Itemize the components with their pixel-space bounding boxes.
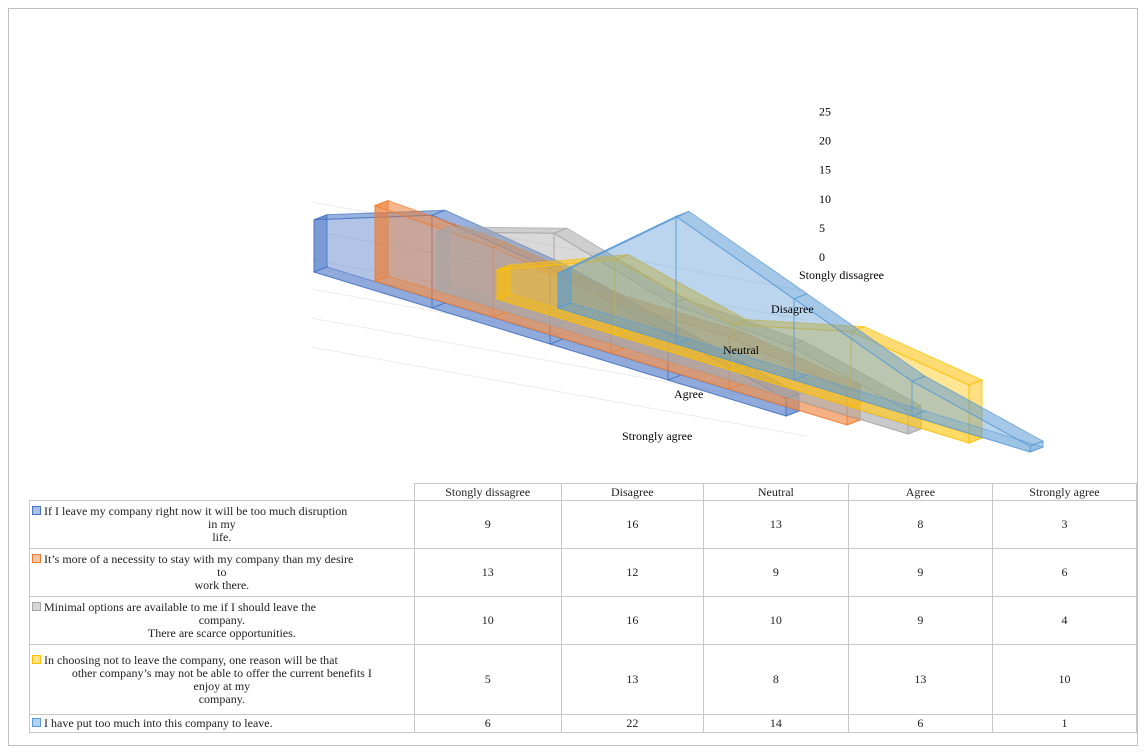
table-value-cell: 6 — [992, 549, 1136, 597]
table-value-cell: 13 — [414, 549, 561, 597]
chart-plot — [9, 9, 1139, 471]
category-axis-label: Disagree — [771, 302, 814, 316]
series-label-line: to — [217, 565, 227, 579]
ribbon-cap — [497, 265, 510, 299]
table-value-cell: 8 — [703, 645, 848, 715]
table-value-cell: 9 — [848, 549, 992, 597]
table-row — [30, 501, 1137, 549]
legend-key — [32, 718, 41, 727]
series-label-cell — [30, 597, 415, 645]
series-label-cell — [30, 715, 415, 733]
table-value-cell: 10 — [703, 597, 848, 645]
table-column-header: Neutral — [703, 484, 848, 501]
ribbon-cap — [375, 201, 388, 281]
table-value-cell: 6 — [848, 715, 992, 733]
table-value-cell: 3 — [992, 501, 1136, 549]
table-corner-cell — [30, 484, 415, 501]
series-label-cell — [30, 645, 415, 715]
z-tick-label: 0 — [819, 250, 825, 264]
ribbon-cap — [558, 268, 571, 308]
table-row — [30, 597, 1137, 645]
ribbon-cap — [436, 227, 449, 290]
category-axis-label: Agree — [674, 387, 704, 401]
table-value-cell: 9 — [848, 597, 992, 645]
category-axis-label: Neutral — [723, 343, 759, 357]
table-value-cell: 12 — [561, 549, 703, 597]
category-axis-label: Stongly dissagree — [799, 268, 884, 282]
table-value-cell: 9 — [703, 549, 848, 597]
table-row — [30, 715, 1137, 733]
table-value-cell: 10 — [414, 597, 561, 645]
z-tick-label: 10 — [819, 191, 831, 206]
z-tick-label: 20 — [819, 133, 831, 148]
table-value-cell: 6 — [414, 715, 561, 733]
data-table — [29, 483, 1137, 733]
series-label-line: company. — [198, 613, 245, 627]
table-value-cell: 22 — [561, 715, 703, 733]
table-column-header: Stongly dissagree — [414, 484, 561, 501]
table-value-cell: 13 — [561, 645, 703, 715]
table-value-cell: 16 — [561, 501, 703, 549]
series-label-line: In choosing not to leave the company, one reason will be that — [32, 654, 412, 667]
legend-key — [32, 602, 41, 611]
table-column-header: Disagree — [561, 484, 703, 501]
z-tick-label: 15 — [819, 162, 831, 177]
table-value-cell: 13 — [703, 501, 848, 549]
table-value-cell: 14 — [703, 715, 848, 733]
series-label-line: in my — [208, 517, 236, 531]
series-label-line: work there. — [194, 578, 250, 592]
ribbon-top — [436, 227, 567, 233]
table-value-cell: 9 — [414, 501, 561, 549]
ribbon-cap — [314, 215, 327, 272]
z-tick-label: 5 — [819, 220, 825, 235]
table-column-header: Agree — [848, 484, 992, 501]
series-label-line: I have put too much into this company to leave. — [32, 717, 412, 730]
table-value-cell: 4 — [992, 597, 1136, 645]
chart-frame — [8, 8, 1138, 746]
legend-key — [32, 506, 41, 515]
table-value-cell: 13 — [848, 645, 992, 715]
series-label-line: If I leave my company right now it will be too much disruption — [32, 505, 412, 518]
table-row — [30, 645, 1137, 715]
table-value-cell: 10 — [992, 645, 1136, 715]
table-header-row — [30, 484, 1137, 501]
table-value-cell: 16 — [561, 597, 703, 645]
table-value-cell: 8 — [848, 501, 992, 549]
table-value-cell: 5 — [414, 645, 561, 715]
table-value-cell: 1 — [992, 715, 1136, 733]
legend-key — [32, 655, 41, 664]
series-label-line: life. — [212, 530, 232, 544]
series-label-line: Minimal options are available to me if I should leave the — [32, 601, 412, 614]
series-label-line: enjoy at my — [193, 678, 251, 693]
series-label-line: company. — [198, 691, 245, 706]
series-label-line: There are scarce opportunities. — [147, 626, 296, 640]
series-label-cell — [30, 549, 415, 597]
series-label-line: It’s more of a necessity to stay with my company than my desire — [32, 553, 412, 566]
category-axis-label: Strongly agree — [622, 429, 693, 443]
legend-key — [32, 554, 41, 563]
table-column-header: Strongly agree — [992, 484, 1136, 501]
series-label-line: other company’s may not be able to offer the current benefits I — [71, 665, 372, 680]
z-tick-label: 25 — [819, 104, 831, 119]
table-row — [30, 549, 1137, 597]
series-label-cell — [30, 501, 415, 549]
